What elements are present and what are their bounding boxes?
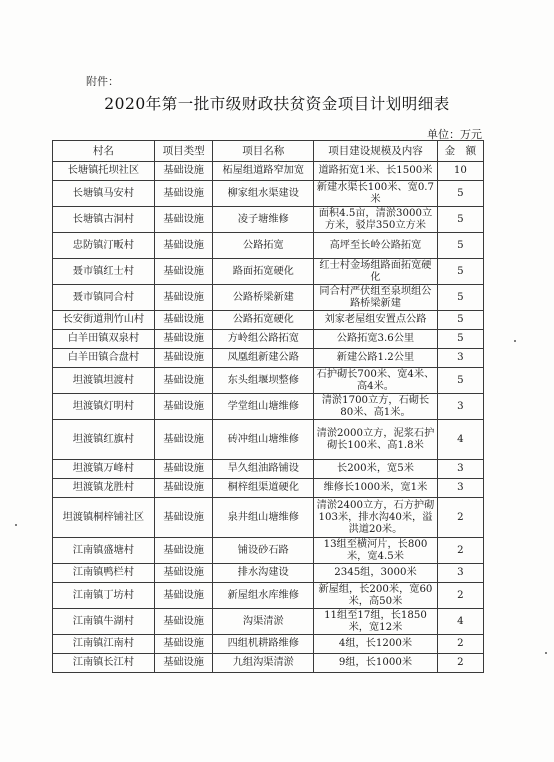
- cell-scale: 新建水渠长100米、宽0.7米: [314, 181, 438, 207]
- cell-scale: 公路拓宽3.6公里: [314, 330, 438, 349]
- cell-project-type: 基础设施: [154, 583, 213, 609]
- cell-village: 长安街道荆竹山村: [53, 311, 155, 330]
- table-row: [53, 207, 484, 233]
- cell-scale: 13组至横河片，长800米，宽4.5米: [314, 538, 438, 564]
- cell-scale: 4组，长1200米: [314, 635, 438, 654]
- cell-project-type: 基础设施: [154, 479, 213, 498]
- cell-scale: 清淤2000立方，泥浆石护砌长100米、高1.8米: [314, 420, 438, 460]
- cell-amount: 4: [437, 609, 483, 635]
- cell-project-type: 基础设施: [154, 349, 213, 368]
- table-row: [53, 460, 484, 479]
- cell-scale: 新屋组，长200米，宽60米，高50米: [314, 583, 438, 609]
- page-title: 2020年第一批市级财政扶贫资金项目计划明细表: [104, 95, 450, 113]
- cell-project-name: 砖冲组山塘维修: [213, 420, 314, 460]
- table-row: [53, 654, 484, 673]
- cell-project-type: 基础设施: [154, 460, 213, 479]
- table-row: [53, 420, 484, 460]
- table-row: [53, 394, 484, 420]
- table-row: [53, 311, 484, 330]
- cell-project-type: 基础设施: [154, 330, 213, 349]
- cell-village: 江南镇盛塘村: [53, 538, 155, 564]
- table-row: [53, 233, 484, 259]
- cell-project-type: 基础设施: [154, 498, 213, 538]
- cell-amount: 3: [437, 479, 483, 498]
- cell-village: 长塘镇古洞村: [53, 207, 155, 233]
- cell-village: 忠防镇汀畈村: [53, 233, 155, 259]
- cell-scale: 石护砌长700米、宽4米、高4米。: [314, 368, 438, 394]
- cell-project-type: 基础设施: [154, 311, 213, 330]
- cell-amount: 2: [437, 583, 483, 609]
- cell-project-type: 基础设施: [154, 181, 213, 207]
- column-header-village: 村名: [53, 141, 155, 162]
- cell-project-type: 基础设施: [154, 162, 213, 181]
- scan-speck: [545, 652, 547, 654]
- cell-scale: 道路拓宽1米、长1500米: [314, 162, 438, 181]
- column-header-name: 项目名称: [213, 141, 314, 162]
- cell-project-type: 基础设施: [154, 233, 213, 259]
- cell-scale: 清淤2400立方，石方护砌103米，排水沟40米，溢洪道20米。: [314, 498, 438, 538]
- cell-scale: 红士村金场组路面拓宽硬化: [314, 259, 438, 285]
- cell-scale: 同合村严伏组至泉坝组公路桥梁新建: [314, 285, 438, 311]
- project-table: [52, 140, 484, 673]
- cell-amount: 5: [437, 368, 483, 394]
- column-header-type: 项目类型: [154, 141, 213, 162]
- cell-project-name: 新屋组水库维修: [213, 583, 314, 609]
- cell-project-name: 公路拓宽: [213, 233, 314, 259]
- cell-project-type: 基础设施: [154, 635, 213, 654]
- cell-project-name: 四组机耕路维修: [213, 635, 314, 654]
- table-row: [53, 479, 484, 498]
- table-body: [53, 162, 484, 673]
- cell-project-type: 基础设施: [154, 285, 213, 311]
- cell-project-name: 排水沟建设: [213, 564, 314, 583]
- header-row: [53, 141, 484, 162]
- table-row: [53, 181, 484, 207]
- cell-project-type: 基础设施: [154, 394, 213, 420]
- cell-amount: 5: [437, 330, 483, 349]
- cell-project-type: 基础设施: [154, 207, 213, 233]
- cell-project-type: 基础设施: [154, 420, 213, 460]
- table-row: [53, 368, 484, 394]
- cell-amount: 10: [437, 162, 483, 181]
- table-row: [53, 285, 484, 311]
- cell-village: 江南镇江南村: [53, 635, 155, 654]
- cell-project-name: 柳家组水渠建设: [213, 181, 314, 207]
- cell-project-name: 铺设砂石路: [213, 538, 314, 564]
- cell-project-name: 凤凰组新建公路: [213, 349, 314, 368]
- cell-scale: 11组至17组，长1850米，宽12米: [314, 609, 438, 635]
- cell-amount: 5: [437, 311, 483, 330]
- cell-project-type: 基础设施: [154, 368, 213, 394]
- cell-village: 江南镇牛湖村: [53, 609, 155, 635]
- cell-amount: 3: [437, 564, 483, 583]
- cell-village: 坦渡镇龙胜村: [53, 479, 155, 498]
- cell-village: 江南镇鸭栏村: [53, 564, 155, 583]
- table-row: [53, 609, 484, 635]
- table-row: [53, 583, 484, 609]
- table-row: [53, 564, 484, 583]
- cell-amount: 5: [437, 233, 483, 259]
- cell-amount: 3: [437, 349, 483, 368]
- cell-project-name: 公路拓宽硬化: [213, 311, 314, 330]
- cell-village: 坦渡镇坦渡村: [53, 368, 155, 394]
- cell-scale: 9组，长1000米: [314, 654, 438, 673]
- cell-amount: 2: [437, 538, 483, 564]
- unit-label: 单位：万元: [427, 128, 482, 141]
- cell-project-type: 基础设施: [154, 654, 213, 673]
- cell-scale: 长200米，宽5米: [314, 460, 438, 479]
- cell-project-type: 基础设施: [154, 609, 213, 635]
- cell-project-type: 基础设施: [154, 538, 213, 564]
- cell-project-name: 柘屋组道路窄加宽: [213, 162, 314, 181]
- cell-scale: 2345组，3000米: [314, 564, 438, 583]
- cell-village: 坦渡镇红旗村: [53, 420, 155, 460]
- cell-project-name: 沟渠清淤: [213, 609, 314, 635]
- cell-amount: 2: [437, 635, 483, 654]
- cell-project-name: 路面拓宽硬化: [213, 259, 314, 285]
- cell-project-name: 东头组堰坝整修: [213, 368, 314, 394]
- column-header-amount: 金 额: [437, 141, 483, 162]
- cell-project-name: 凌子塘维修: [213, 207, 314, 233]
- cell-scale: 面积4.5亩，清淤3000立方米，驳岸350立方米: [314, 207, 438, 233]
- cell-village: 长塘镇托坝社区: [53, 162, 155, 181]
- cell-amount: 3: [437, 460, 483, 479]
- cell-village: 白羊田镇合盘村: [53, 349, 155, 368]
- cell-village: 坦渡镇万峰村: [53, 460, 155, 479]
- cell-scale: 维修长1000米，宽1米: [314, 479, 438, 498]
- cell-village: 长塘镇马安村: [53, 181, 155, 207]
- cell-scale: 清淤1700立方，石砌长80米、高1米。: [314, 394, 438, 420]
- cell-project-name: 方岭组公路拓宽: [213, 330, 314, 349]
- cell-project-name: 学堂组山塘维修: [213, 394, 314, 420]
- cell-amount: 4: [437, 420, 483, 460]
- table-row: [53, 538, 484, 564]
- cell-amount: 5: [437, 285, 483, 311]
- cell-village: 坦渡镇灯明村: [53, 394, 155, 420]
- table-row: [53, 635, 484, 654]
- cell-project-type: 基础设施: [154, 564, 213, 583]
- attachment-label: 附件：: [86, 75, 119, 88]
- column-header-scale: 项目建设规模及内容: [314, 141, 438, 162]
- cell-project-name: 桐梓组渠道硬化: [213, 479, 314, 498]
- table-row: [53, 330, 484, 349]
- cell-scale: 高坪至长岭公路拓宽: [314, 233, 438, 259]
- cell-amount: 5: [437, 181, 483, 207]
- cell-amount: 5: [437, 207, 483, 233]
- cell-amount: 5: [437, 259, 483, 285]
- cell-scale: 刘家老屋组安置点公路: [314, 311, 438, 330]
- table-row: [53, 498, 484, 538]
- cell-village: 江南镇长江村: [53, 654, 155, 673]
- cell-amount: 2: [437, 498, 483, 538]
- cell-project-name: 泉井组山塘维修: [213, 498, 314, 538]
- cell-scale: 新建公路1.2公里: [314, 349, 438, 368]
- scan-speck: [15, 524, 17, 526]
- cell-village: 白羊田镇双泉村: [53, 330, 155, 349]
- cell-village: 江南镇丁坊村: [53, 583, 155, 609]
- cell-amount: 3: [437, 394, 483, 420]
- cell-project-name: 旱久组油路铺设: [213, 460, 314, 479]
- table-row: [53, 162, 484, 181]
- cell-project-type: 基础设施: [154, 259, 213, 285]
- table-header: [53, 141, 484, 162]
- cell-village: 聂市镇同合村: [53, 285, 155, 311]
- scan-speck: [514, 340, 516, 342]
- cell-project-name: 公路桥梁新建: [213, 285, 314, 311]
- table-row: [53, 349, 484, 368]
- cell-amount: 2: [437, 654, 483, 673]
- table-row: [53, 259, 484, 285]
- cell-village: 坦渡镇桐梓铺社区: [53, 498, 155, 538]
- cell-village: 聂市镇红士村: [53, 259, 155, 285]
- cell-project-name: 九组沟渠清淤: [213, 654, 314, 673]
